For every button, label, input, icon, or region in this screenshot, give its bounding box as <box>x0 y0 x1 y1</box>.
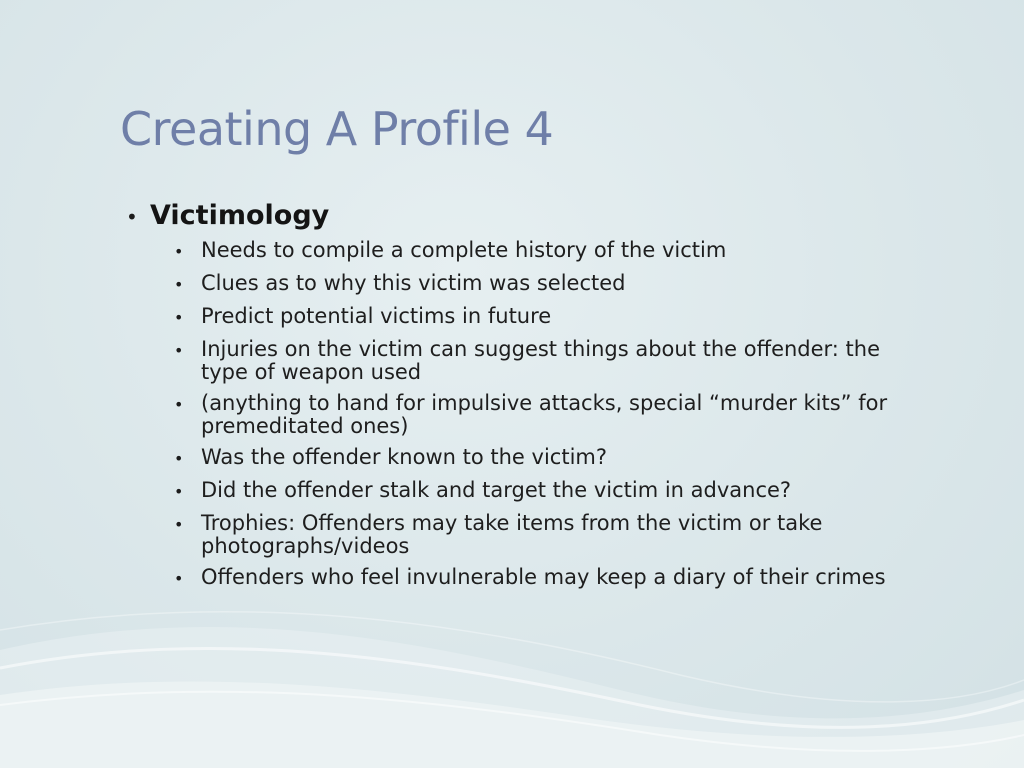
bullet-dot: • <box>174 515 184 534</box>
list-item-text: Trophies: Offenders may take items from the victim or take photographs/videos <box>201 511 823 558</box>
bullet-content <box>120 200 920 599</box>
bullet-dot: • <box>174 395 184 414</box>
slide-title: Creating A Profile 4 <box>120 102 554 156</box>
bullet-dot: • <box>174 482 184 501</box>
list-item-text: (anything to hand for impulsive attacks, special “murder kits” for premeditated ones) <box>201 391 888 438</box>
list-item-text: Clues as to why this victim was selected <box>201 271 626 295</box>
list-item-text: Needs to compile a complete history of the victim <box>201 238 727 262</box>
bullet-dot: • <box>174 308 184 327</box>
list-item-text: Injuries on the victim can suggest things about the offender: the type of weapon used <box>201 337 881 384</box>
list-item <box>171 512 920 558</box>
bullet-dot: • <box>126 205 138 229</box>
list-item <box>171 239 920 264</box>
list-item <box>171 305 920 330</box>
heading-bullet <box>120 200 920 231</box>
section-heading: Victimology <box>150 200 330 231</box>
list-item <box>171 392 920 438</box>
bullet-dot: • <box>174 275 184 294</box>
bullet-dot: • <box>174 242 184 261</box>
list-item <box>171 338 920 384</box>
list-item-text: Did the offender stalk and target the victim in advance? <box>201 478 792 502</box>
list-item <box>171 479 920 504</box>
list-item <box>171 272 920 297</box>
list-item-text: Offenders who feel invulnerable may keep a diary of their crimes <box>201 565 886 589</box>
bullet-dot: • <box>174 449 184 468</box>
list-item <box>171 446 920 471</box>
list-item <box>171 566 920 591</box>
sub-bullet-list <box>120 239 920 591</box>
bullet-dot: • <box>174 569 184 588</box>
list-item-text: Predict potential victims in future <box>201 304 552 328</box>
bullet-dot: • <box>174 341 184 360</box>
list-item-text: Was the offender known to the victim? <box>201 445 608 469</box>
